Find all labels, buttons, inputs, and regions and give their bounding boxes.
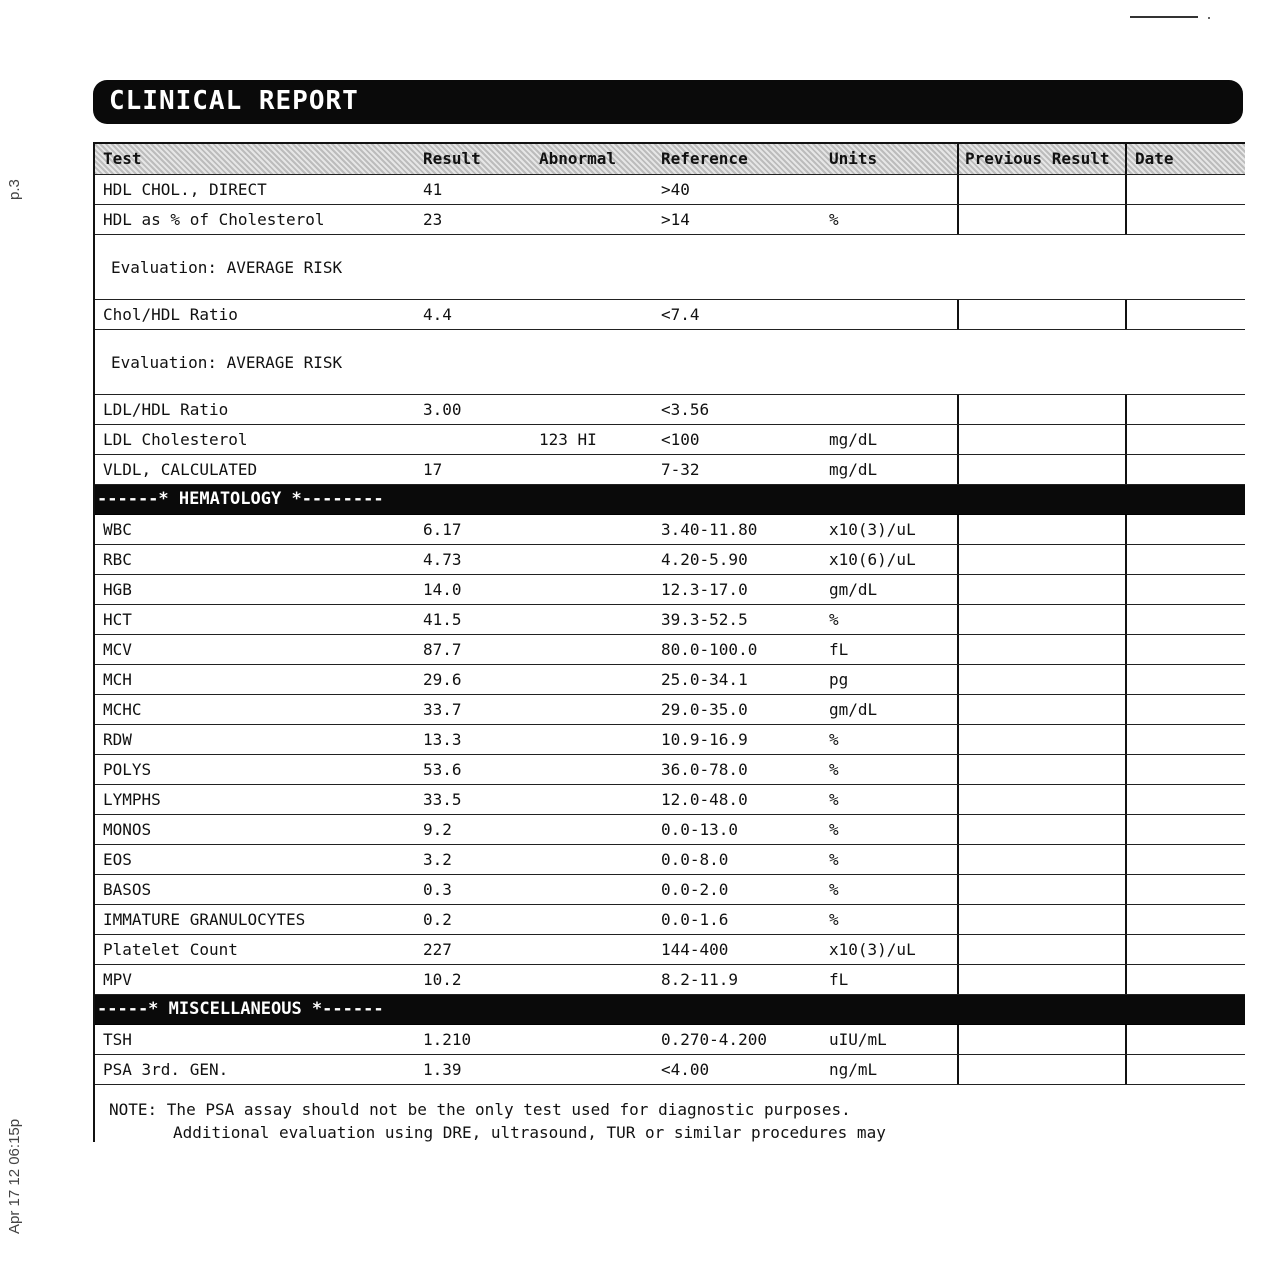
cell-test: VLDL, CALCULATED [103, 460, 258, 479]
column-divider [957, 785, 959, 814]
cell-units: ng/mL [829, 1060, 878, 1079]
column-divider [957, 965, 959, 994]
cell-reference: 0.0-2.0 [661, 880, 729, 899]
cell-reference: 7-32 [661, 460, 700, 479]
column-divider [1125, 785, 1127, 814]
cell-test: HGB [103, 580, 132, 599]
table-row [95, 575, 1245, 605]
cell-result: 41.5 [423, 610, 462, 629]
column-divider [957, 300, 959, 329]
cell-result: 3.00 [423, 400, 462, 419]
section-title: -----* MISCELLANEOUS *------ [97, 999, 384, 1019]
cell-result: 17 [423, 460, 443, 479]
column-divider [957, 575, 959, 604]
evaluation-text: Evaluation: AVERAGE RISK [111, 258, 343, 277]
cell-test: IMMATURE GRANULOCYTES [103, 910, 306, 929]
column-divider [957, 1025, 959, 1054]
cell-units: % [829, 880, 839, 899]
cell-test: RBC [103, 550, 132, 569]
column-divider [1125, 875, 1127, 904]
cell-reference: <7.4 [661, 305, 700, 324]
column-divider [957, 665, 959, 694]
table-row [95, 455, 1245, 485]
cell-test: HDL CHOL., DIRECT [103, 180, 267, 199]
cell-units: mg/dL [829, 430, 878, 449]
cell-test: MPV [103, 970, 132, 989]
column-divider [1125, 300, 1127, 329]
column-divider [957, 545, 959, 574]
table-row [95, 725, 1245, 755]
fax-timestamp: Apr 17 12 06:15p [6, 1118, 23, 1234]
table-row [95, 695, 1245, 725]
cell-test: HCT [103, 610, 132, 629]
column-divider [957, 875, 959, 904]
cell-test: TSH [103, 1030, 132, 1049]
table-row [95, 545, 1245, 575]
cell-abnormal: 123 HI [539, 430, 597, 449]
cell-result: 0.2 [423, 910, 452, 929]
cell-result: 29.6 [423, 670, 462, 689]
cell-result: 10.2 [423, 970, 462, 989]
cell-units: x10(3)/uL [829, 520, 916, 539]
section-title: ------* HEMATOLOGY *-------- [97, 489, 384, 509]
cell-test: WBC [103, 520, 132, 539]
column-divider [1125, 455, 1127, 484]
table-row [95, 300, 1245, 330]
column-divider [1125, 755, 1127, 784]
table-row [95, 515, 1245, 545]
cell-result: 6.17 [423, 520, 462, 539]
cell-reference: 8.2-11.9 [661, 970, 739, 989]
cell-reference: 0.270-4.200 [661, 1030, 767, 1049]
cell-result: 1.39 [423, 1060, 462, 1079]
cell-units: pg [829, 670, 849, 689]
cell-reference: 12.0-48.0 [661, 790, 748, 809]
column-divider [1125, 725, 1127, 754]
note-line-2: Additional evaluation using DRE, ultrasound, TUR or similar procedures may [173, 1123, 886, 1142]
column-divider [957, 515, 959, 544]
cell-reference: >14 [661, 210, 690, 229]
cell-reference: 80.0-100.0 [661, 640, 758, 659]
column-divider [1125, 205, 1127, 234]
header-test: Test [103, 149, 142, 168]
cell-units: fL [829, 640, 849, 659]
note-line-1: NOTE: The PSA assay should not be the only test used for diagnostic purposes. [109, 1100, 851, 1119]
table-row [95, 965, 1245, 995]
cell-test: MCHC [103, 700, 142, 719]
cell-result: 4.4 [423, 305, 452, 324]
cell-test: POLYS [103, 760, 152, 779]
cell-result: 227 [423, 940, 452, 959]
table-row [95, 1025, 1245, 1055]
table-row [95, 815, 1245, 845]
cell-reference: <100 [661, 430, 700, 449]
cell-test: HDL as % of Cholesterol [103, 210, 325, 229]
column-divider [1125, 845, 1127, 874]
cell-units: x10(6)/uL [829, 550, 916, 569]
cell-result: 9.2 [423, 820, 452, 839]
evaluation-row [95, 235, 1245, 300]
cell-test: LDL Cholesterol [103, 430, 248, 449]
cell-result: 4.73 [423, 550, 462, 569]
column-divider [957, 755, 959, 784]
cell-units: % [829, 850, 839, 869]
report-title: CLINICAL REPORT [109, 86, 359, 116]
cell-test: PSA 3rd. GEN. [103, 1060, 229, 1079]
cell-result: 1.210 [423, 1030, 472, 1049]
cell-reference: 0.0-1.6 [661, 910, 729, 929]
cell-units: % [829, 790, 839, 809]
cell-reference: 36.0-78.0 [661, 760, 748, 779]
table-row [95, 875, 1245, 905]
cell-reference: 144-400 [661, 940, 729, 959]
cell-reference: 0.0-13.0 [661, 820, 739, 839]
table-row [95, 785, 1245, 815]
cell-test: EOS [103, 850, 132, 869]
column-divider [1125, 144, 1127, 174]
cell-test: MONOS [103, 820, 152, 839]
column-divider [1125, 635, 1127, 664]
column-divider [1125, 545, 1127, 574]
evaluation-row [95, 330, 1245, 395]
cell-test: Platelet Count [103, 940, 238, 959]
table-row [95, 205, 1245, 235]
column-divider [1125, 695, 1127, 724]
top-dot [1208, 17, 1210, 19]
column-divider [1125, 935, 1127, 964]
column-divider [1125, 965, 1127, 994]
top-rule [1130, 16, 1198, 18]
cell-test: RDW [103, 730, 132, 749]
column-divider [1125, 575, 1127, 604]
table-row [95, 845, 1245, 875]
column-divider [957, 395, 959, 424]
cell-units: fL [829, 970, 849, 989]
page-number: p.3 [6, 179, 23, 200]
column-divider [957, 635, 959, 664]
column-divider [957, 815, 959, 844]
section-header [95, 485, 1245, 515]
cell-test: MCH [103, 670, 132, 689]
column-divider [957, 725, 959, 754]
cell-units: % [829, 760, 839, 779]
cell-units: x10(3)/uL [829, 940, 916, 959]
cell-units: % [829, 210, 839, 229]
table-row [95, 605, 1245, 635]
cell-reference: 0.0-8.0 [661, 850, 729, 869]
cell-reference: 12.3-17.0 [661, 580, 748, 599]
table-row [95, 935, 1245, 965]
column-divider [957, 695, 959, 724]
cell-test: LDL/HDL Ratio [103, 400, 229, 419]
cell-result: 33.5 [423, 790, 462, 809]
cell-reference: 39.3-52.5 [661, 610, 748, 629]
cell-result: 41 [423, 180, 443, 199]
column-divider [957, 175, 959, 204]
results-table [93, 142, 1245, 1085]
cell-units: uIU/mL [829, 1030, 887, 1049]
table-row [95, 425, 1245, 455]
evaluation-text: Evaluation: AVERAGE RISK [111, 353, 343, 372]
column-divider [1125, 395, 1127, 424]
table-row [95, 665, 1245, 695]
cell-result: 14.0 [423, 580, 462, 599]
cell-result: 23 [423, 210, 443, 229]
section-header [95, 995, 1245, 1025]
cell-test: LYMPHS [103, 790, 161, 809]
column-divider [1125, 605, 1127, 634]
cell-units: % [829, 730, 839, 749]
header-date: Date [1135, 149, 1174, 168]
column-divider [1125, 905, 1127, 934]
header-abnormal: Abnormal [539, 149, 617, 168]
cell-reference: 10.9-16.9 [661, 730, 748, 749]
column-divider [1125, 175, 1127, 204]
column-divider [957, 845, 959, 874]
cell-reference: 25.0-34.1 [661, 670, 748, 689]
column-divider [1125, 665, 1127, 694]
column-divider [1125, 515, 1127, 544]
table-row [95, 755, 1245, 785]
cell-result: 13.3 [423, 730, 462, 749]
cell-units: % [829, 910, 839, 929]
column-divider [957, 935, 959, 964]
cell-reference: <3.56 [661, 400, 710, 419]
cell-reference: >40 [661, 180, 690, 199]
column-divider [1125, 1025, 1127, 1054]
header-result: Result [423, 149, 481, 168]
header-previous-result: Previous Result [965, 149, 1110, 168]
header-units: Units [829, 149, 878, 168]
column-divider [957, 605, 959, 634]
cell-units: gm/dL [829, 700, 878, 719]
cell-result: 33.7 [423, 700, 462, 719]
column-divider [957, 455, 959, 484]
header-reference: Reference [661, 149, 748, 168]
cell-reference: 4.20-5.90 [661, 550, 748, 569]
cell-result: 87.7 [423, 640, 462, 659]
column-divider [1125, 815, 1127, 844]
table-row [95, 635, 1245, 665]
cell-units: % [829, 820, 839, 839]
table-row [95, 175, 1245, 205]
cell-reference: 29.0-35.0 [661, 700, 748, 719]
note-box [93, 1078, 1245, 1142]
report-banner [93, 80, 1243, 124]
column-divider [957, 425, 959, 454]
table-header [95, 142, 1245, 175]
table-row [95, 905, 1245, 935]
cell-units: mg/dL [829, 460, 878, 479]
cell-reference: 3.40-11.80 [661, 520, 758, 539]
cell-result: 3.2 [423, 850, 452, 869]
column-divider [957, 144, 959, 174]
column-divider [1125, 425, 1127, 454]
cell-test: Chol/HDL Ratio [103, 305, 238, 324]
cell-reference: <4.00 [661, 1060, 710, 1079]
table-row [95, 395, 1245, 425]
column-divider [957, 205, 959, 234]
cell-result: 0.3 [423, 880, 452, 899]
cell-units: % [829, 610, 839, 629]
cell-test: BASOS [103, 880, 152, 899]
cell-units: gm/dL [829, 580, 878, 599]
cell-test: MCV [103, 640, 132, 659]
cell-result: 53.6 [423, 760, 462, 779]
column-divider [957, 905, 959, 934]
